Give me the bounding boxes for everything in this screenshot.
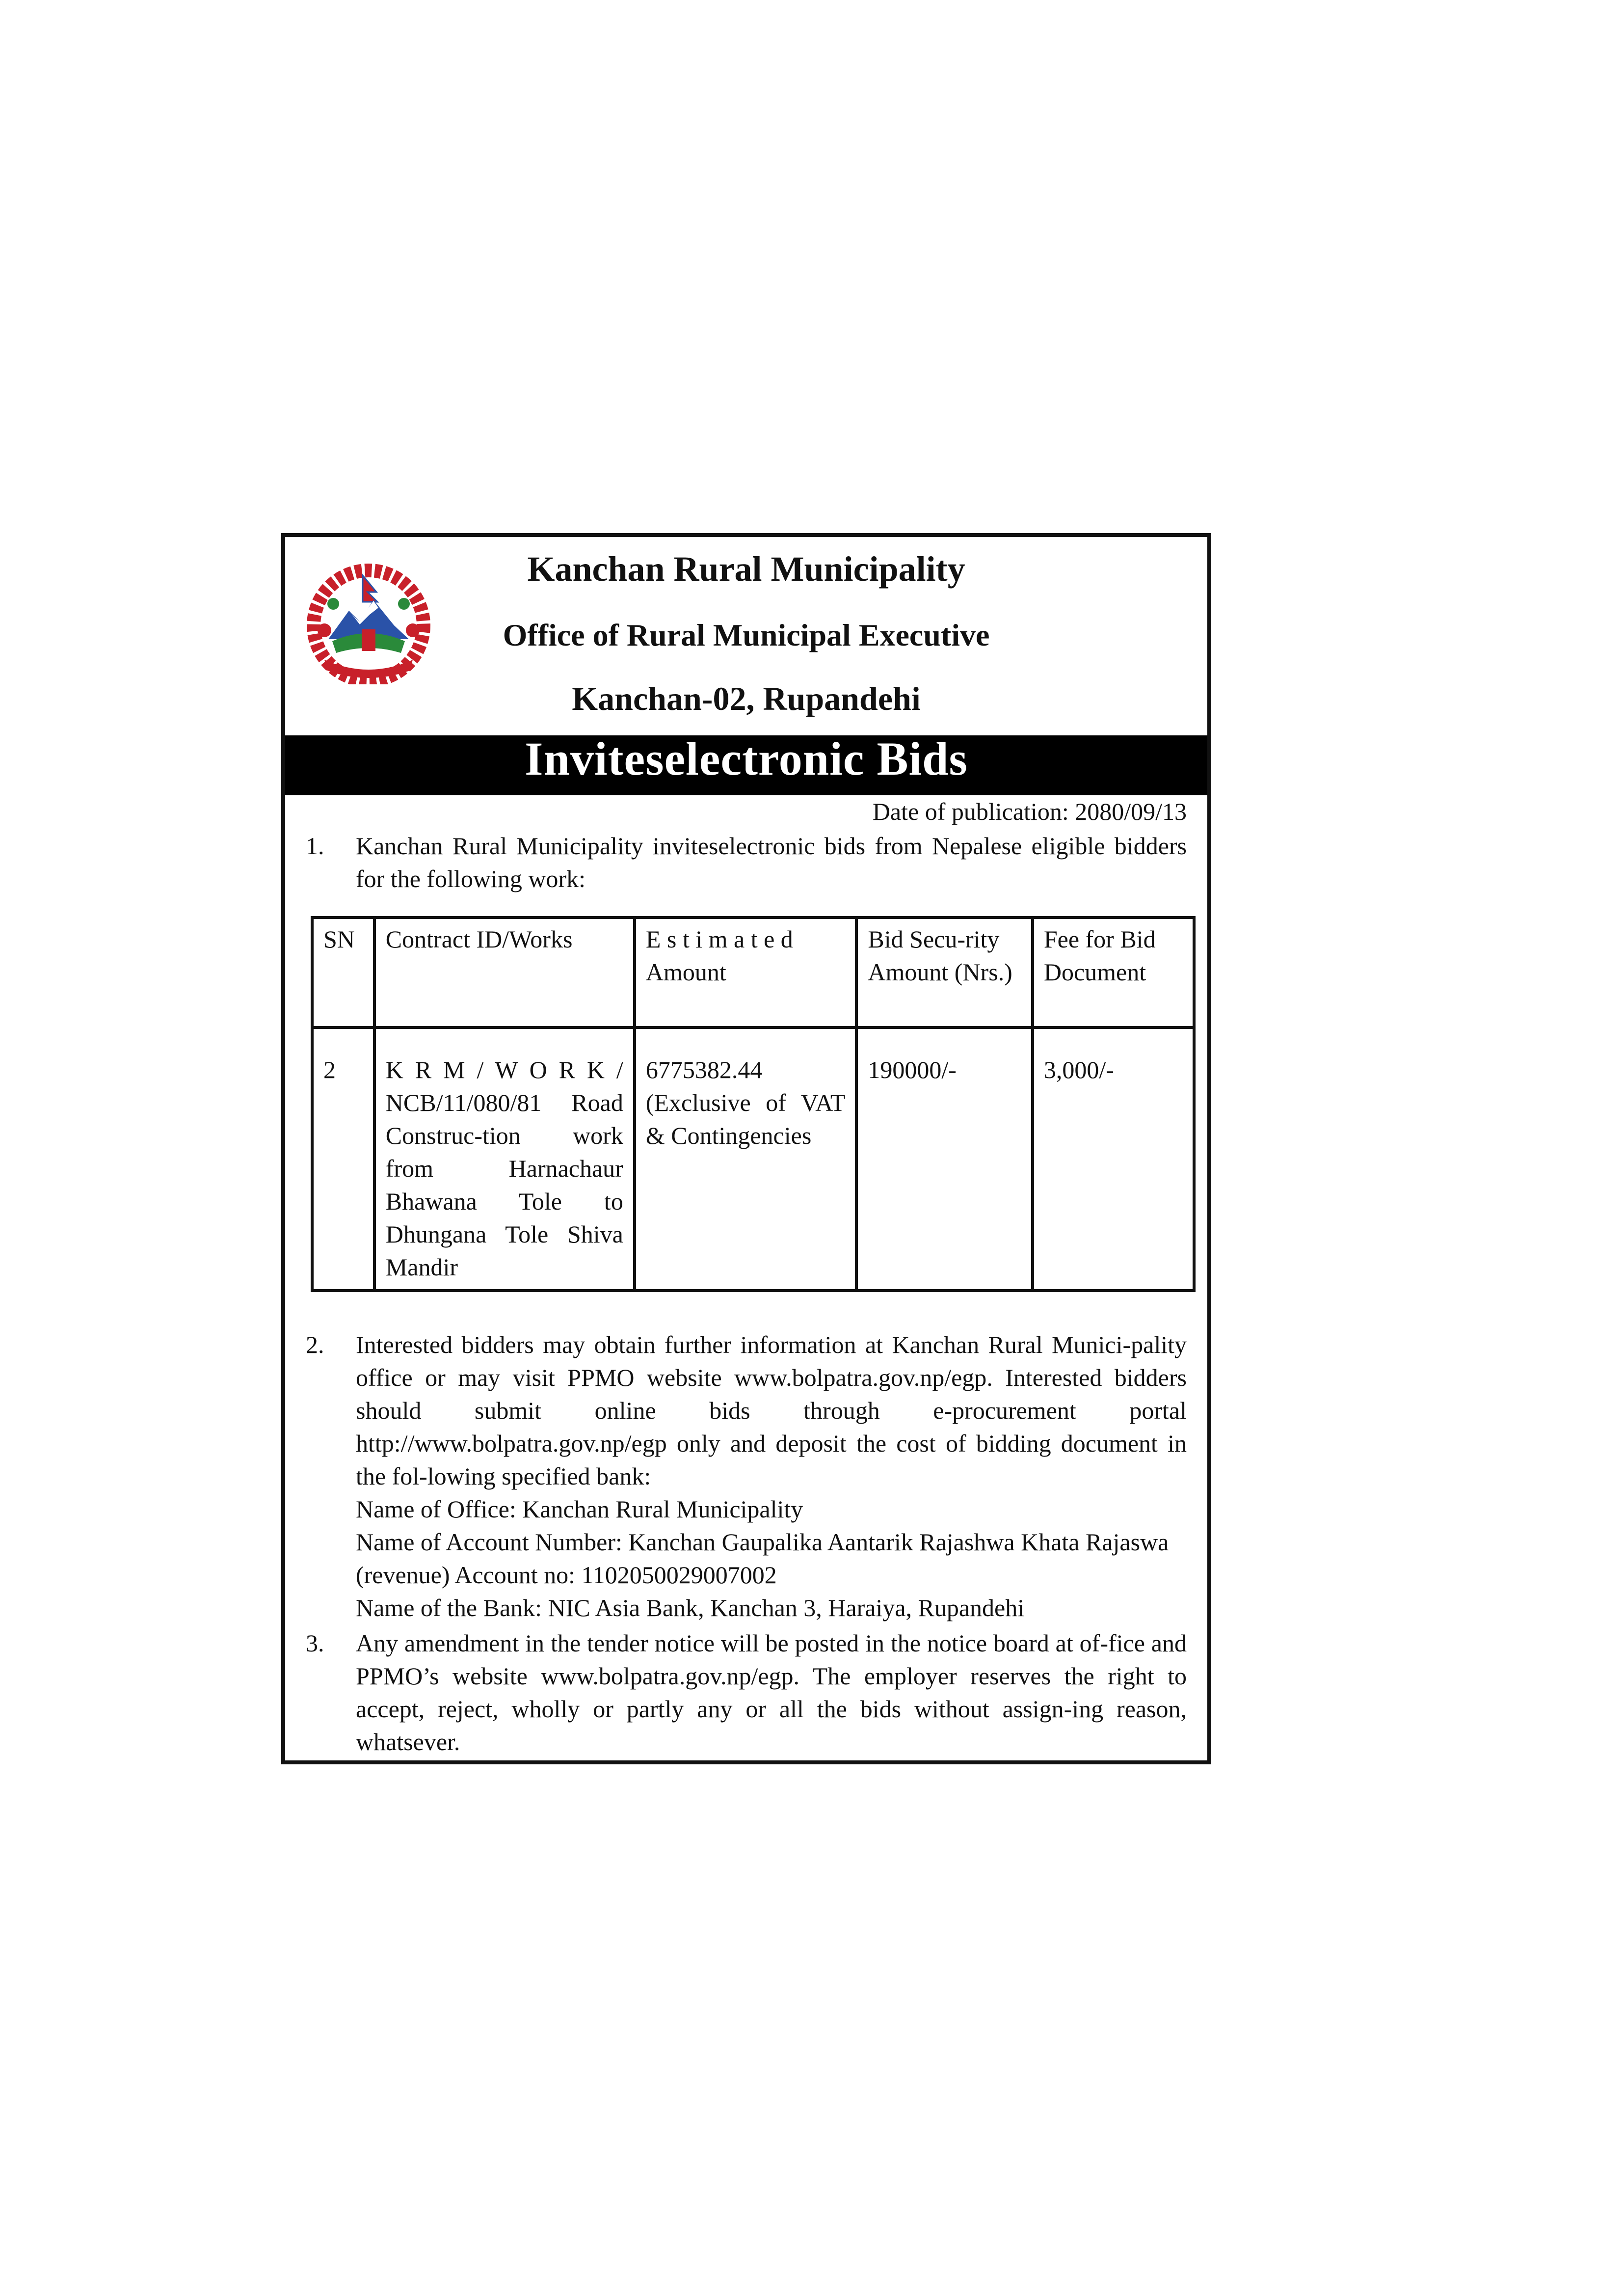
- col-header-sn: SN: [312, 918, 374, 1027]
- cell-security: 190000/-: [856, 1027, 1032, 1291]
- title-banner: [285, 733, 1207, 795]
- clause-text: Any amendment in the tender notice will be posted in the notice board at of-fice and PPMO’s website www.bolpatra.gov.np/egp. The employer reserves the right to accept, reject, wholly or partly any or all the bids without assign-ing reason, whatsever.: [356, 1629, 1187, 1756]
- bid-table: [311, 916, 1196, 1292]
- bank-line: Name of the Bank: NIC Asia Bank, Kanchan 3, Haraiya, Rupandehi: [356, 1594, 1025, 1621]
- office-name: Office of Rural Municipal Executive: [503, 618, 990, 652]
- clause-number: 2.: [306, 1331, 324, 1358]
- cell-estimated: 6775382.44 (Exclusive of VAT & Contingencies: [635, 1027, 857, 1291]
- clause-1: [306, 830, 1187, 895]
- notice-title: Inviteselectronic Bids: [525, 732, 968, 785]
- cell-fee: 3,000/-: [1033, 1027, 1194, 1291]
- table-row: [312, 1027, 1194, 1291]
- cell-sn: 2: [312, 1027, 374, 1291]
- clause-number: 1.: [306, 832, 324, 860]
- table-header-row: [312, 918, 1194, 1027]
- publication-date: Date of publication: 2080/09/13: [872, 798, 1187, 825]
- org-name: Kanchan Rural Municipality: [527, 549, 965, 589]
- clause-text: Interested bidders may obtain further information at Kanchan Rural Munici-pality office or may visit PPMO website www.bolpatra.gov.np/egp. Interested bidders should submit online bids through e-procurement portal http://www.bolpatra.gov.np/egp only and deposit the cost of bidding document in the fol-lowing specified bank:: [356, 1331, 1187, 1490]
- clause-3: [306, 1627, 1187, 1758]
- office-name-line: Name of Office: Kanchan Rural Municipality: [356, 1495, 803, 1523]
- col-header-security: Bid Secu-rity Amount (Nrs.): [856, 918, 1032, 1027]
- cell-contract: K R M / W O R K / NCB/11/080/81 Road Construc-tion work from Harnachaur Bhawana Tole to Dhungana Tole Shiva Mandir: [374, 1027, 635, 1291]
- clause-text: Kanchan Rural Municipality inviteselectronic bids from Nepalese eligible bidders for the following work:: [356, 832, 1187, 892]
- tender-notice: [281, 533, 1211, 1764]
- clause-number: 3.: [306, 1629, 324, 1657]
- office-address: Kanchan-02, Rupandehi: [572, 680, 921, 717]
- clause-2: [306, 1328, 1187, 1624]
- account-line: Name of Account Number: Kanchan Gaupalika Aantarik Rajashwa Khata Rajaswa (revenue) Account no: 1102050029007002: [356, 1528, 1169, 1589]
- col-header-estimated: E s t i m a t e d Amount: [635, 918, 857, 1027]
- col-header-fee: Fee for Bid Document: [1033, 918, 1194, 1027]
- col-header-contract: Contract ID/Works: [374, 918, 635, 1027]
